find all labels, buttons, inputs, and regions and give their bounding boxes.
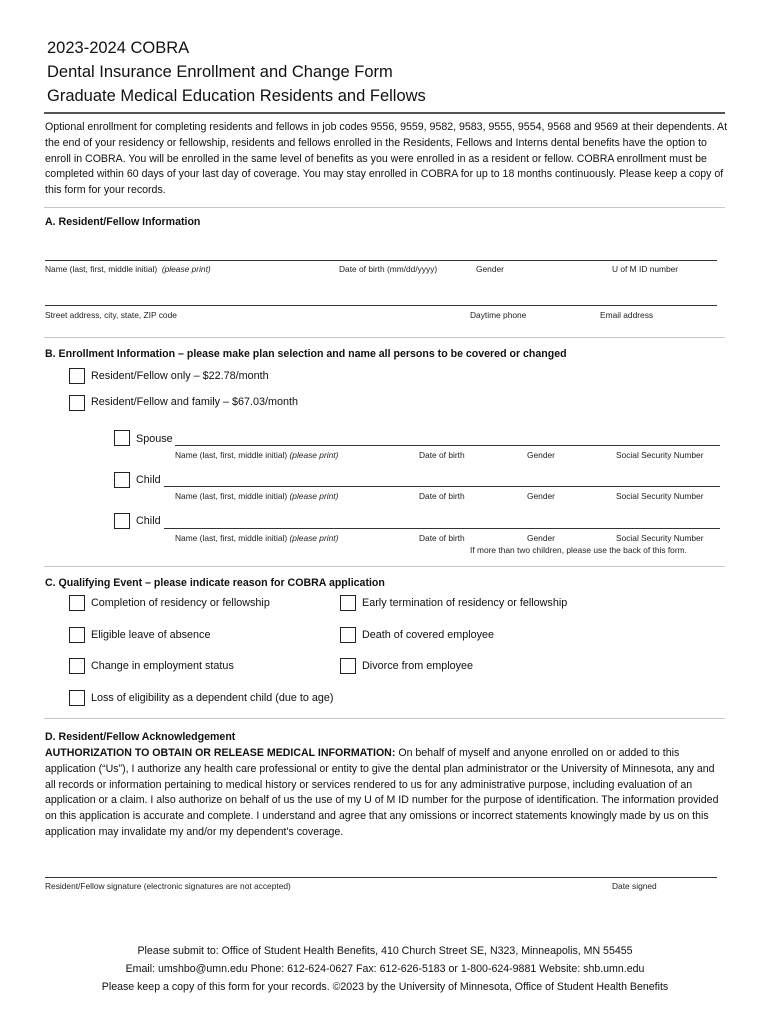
event-completion-label: Completion of residency or fellowship xyxy=(91,597,270,609)
child-2-checkbox[interactable] xyxy=(114,513,130,529)
plan-resident-only-checkbox[interactable] xyxy=(69,368,85,384)
resident-umid-label: U of M ID number xyxy=(612,264,679,274)
signature-label: Resident/Fellow signature (electronic signatures are not accepted) xyxy=(45,881,291,891)
signature-line[interactable] xyxy=(45,877,717,878)
child-2-info-line[interactable] xyxy=(164,528,720,529)
title-divider xyxy=(44,112,725,114)
date-signed-label: Date signed xyxy=(612,881,657,891)
child-1-label: Child xyxy=(136,474,161,486)
section-a-divider xyxy=(44,337,725,338)
section-b-divider xyxy=(44,566,725,567)
plan-resident-only-label: Resident/Fellow only – $22.78/month xyxy=(91,370,269,382)
spouse-gender-label: Gender xyxy=(527,450,555,460)
resident-name-label: Name (last, first, middle initial) (please print) xyxy=(45,264,211,274)
section-a-heading: A. Resident/Fellow Information xyxy=(45,216,201,228)
event-completion-checkbox[interactable] xyxy=(69,595,85,611)
child-1-checkbox[interactable] xyxy=(114,472,130,488)
spouse-label: Spouse xyxy=(136,433,173,445)
event-leave-checkbox[interactable] xyxy=(69,627,85,643)
child-2-gender-label: Gender xyxy=(527,533,555,543)
child-2-dob-label: Date of birth xyxy=(419,533,465,543)
spouse-name-label: Name (last, first, middle initial) (please print) xyxy=(175,450,339,460)
event-loss-eligibility-checkbox[interactable] xyxy=(69,690,85,706)
event-death-checkbox[interactable] xyxy=(340,627,356,643)
child-1-gender-label: Gender xyxy=(527,491,555,501)
section-d-heading: D. Resident/Fellow Acknowledgement xyxy=(45,731,236,743)
plan-family-checkbox[interactable] xyxy=(69,395,85,411)
footer-contact-line: Email: umshbo@umn.edu Phone: 612-624-0627 Fax: 612-626-5183 or 1-800-624-9881 Website: shb.umn.edu xyxy=(125,963,645,975)
intro-paragraph: Optional enrollment for completing residents and fellows in job codes 9556, 9559, 9582, 9583, 9555, 9554, 9568 and 9569 at their dependents. At the end of your residency or fellowship, residents and fellows enrolled in the Residents, Fellows and Interns dental benefits have the option to enroll in COBRA. You will be enrolled in the same level of benefits as you were enrolled in as a resident or fellow. COBRA enrollment must be completed within 60 days of your last day of coverage. You may stay enrolled in COBRA for up to 18 months continuously. Please keep a copy of this form for your records. xyxy=(45,121,728,197)
authorization-paragraph xyxy=(45,746,725,841)
form-title-line-2: Dental Insurance Enrollment and Change Form xyxy=(47,63,393,81)
child-2-ssn-label: Social Security Number xyxy=(616,533,704,543)
authorization-heading: AUTHORIZATION TO OBTAIN OR RELEASE MEDICAL INFORMATION: xyxy=(45,747,396,759)
footer-copyright-line: Please keep a copy of this form for your records. ©2023 by the University of Minnesota, Office of Student Health Benefits xyxy=(101,981,669,993)
child-2-name-label: Name (last, first, middle initial) (please print) xyxy=(175,533,339,543)
resident-gender-label: Gender xyxy=(476,264,504,274)
spouse-checkbox[interactable] xyxy=(114,430,130,446)
form-title-line-3: Graduate Medical Education Residents and Fellows xyxy=(47,87,426,105)
event-leave-label: Eligible leave of absence xyxy=(91,629,211,641)
plan-family-label: Resident/Fellow and family – $67.03/month xyxy=(91,396,299,408)
child-1-ssn-label: Social Security Number xyxy=(616,491,704,501)
authorization-text: On behalf of myself and anyone enrolled on or added to this application (“Us”), I authorize any health care professional or entity to give the dental plan administrator or the University of Minnesota, any and all records or information pertaining to medical history or services rendered to us for any administrative purpose, including evaluation of an application or a claim. I also authorize on behalf of us the use of my U of M ID number for the purpose of identification. The information provided on this application is accurate and complete. I understand and agree that any omissions or incorrect statements knowingly made by us on this application may invalidate my and/or my dependent's coverage. xyxy=(45,747,719,838)
resident-email-label: Email address xyxy=(600,310,654,320)
section-c-heading: C. Qualifying Event – please indicate reason for COBRA application xyxy=(45,577,385,589)
event-death-label: Death of covered employee xyxy=(362,629,495,641)
child-1-dob-label: Date of birth xyxy=(419,491,465,501)
child-1-info-line[interactable] xyxy=(164,486,720,487)
spouse-ssn-label: Social Security Number xyxy=(616,450,704,460)
event-loss-eligibility-label: Loss of eligibility as a dependent child (due to age) xyxy=(91,692,334,704)
footer-submit-line: Please submit to: Office of Student Health Benefits, 410 Church Street SE, N323, Minneapolis, MN 55455 xyxy=(137,945,633,957)
resident-info-line-2[interactable] xyxy=(45,305,717,306)
event-divorce-checkbox[interactable] xyxy=(340,658,356,674)
resident-info-line-1[interactable] xyxy=(45,260,717,261)
event-employment-change-checkbox[interactable] xyxy=(69,658,85,674)
event-divorce-label: Divorce from employee xyxy=(362,660,474,672)
resident-phone-label: Daytime phone xyxy=(470,310,527,320)
section-c-divider xyxy=(44,718,725,719)
event-early-termination-label: Early termination of residency or fellowship xyxy=(362,597,568,609)
child-1-name-label: Name (last, first, middle initial) (please print) xyxy=(175,491,339,501)
child-2-label: Child xyxy=(136,515,161,527)
form-title-line-1: 2023-2024 COBRA xyxy=(47,39,190,57)
event-early-termination-checkbox[interactable] xyxy=(340,595,356,611)
event-employment-change-label: Change in employment status xyxy=(91,660,234,672)
intro-divider xyxy=(44,207,725,208)
spouse-dob-label: Date of birth xyxy=(419,450,465,460)
resident-dob-label: Date of birth (mm/dd/yyyy) xyxy=(339,264,438,274)
section-b-heading: B. Enrollment Information – please make plan selection and name all persons to be covered or changed xyxy=(45,348,567,360)
resident-address-label: Street address, city, state, ZIP code xyxy=(45,310,177,320)
children-note: If more than two children, please use the back of this form. xyxy=(470,545,687,555)
spouse-info-line[interactable] xyxy=(175,445,720,446)
